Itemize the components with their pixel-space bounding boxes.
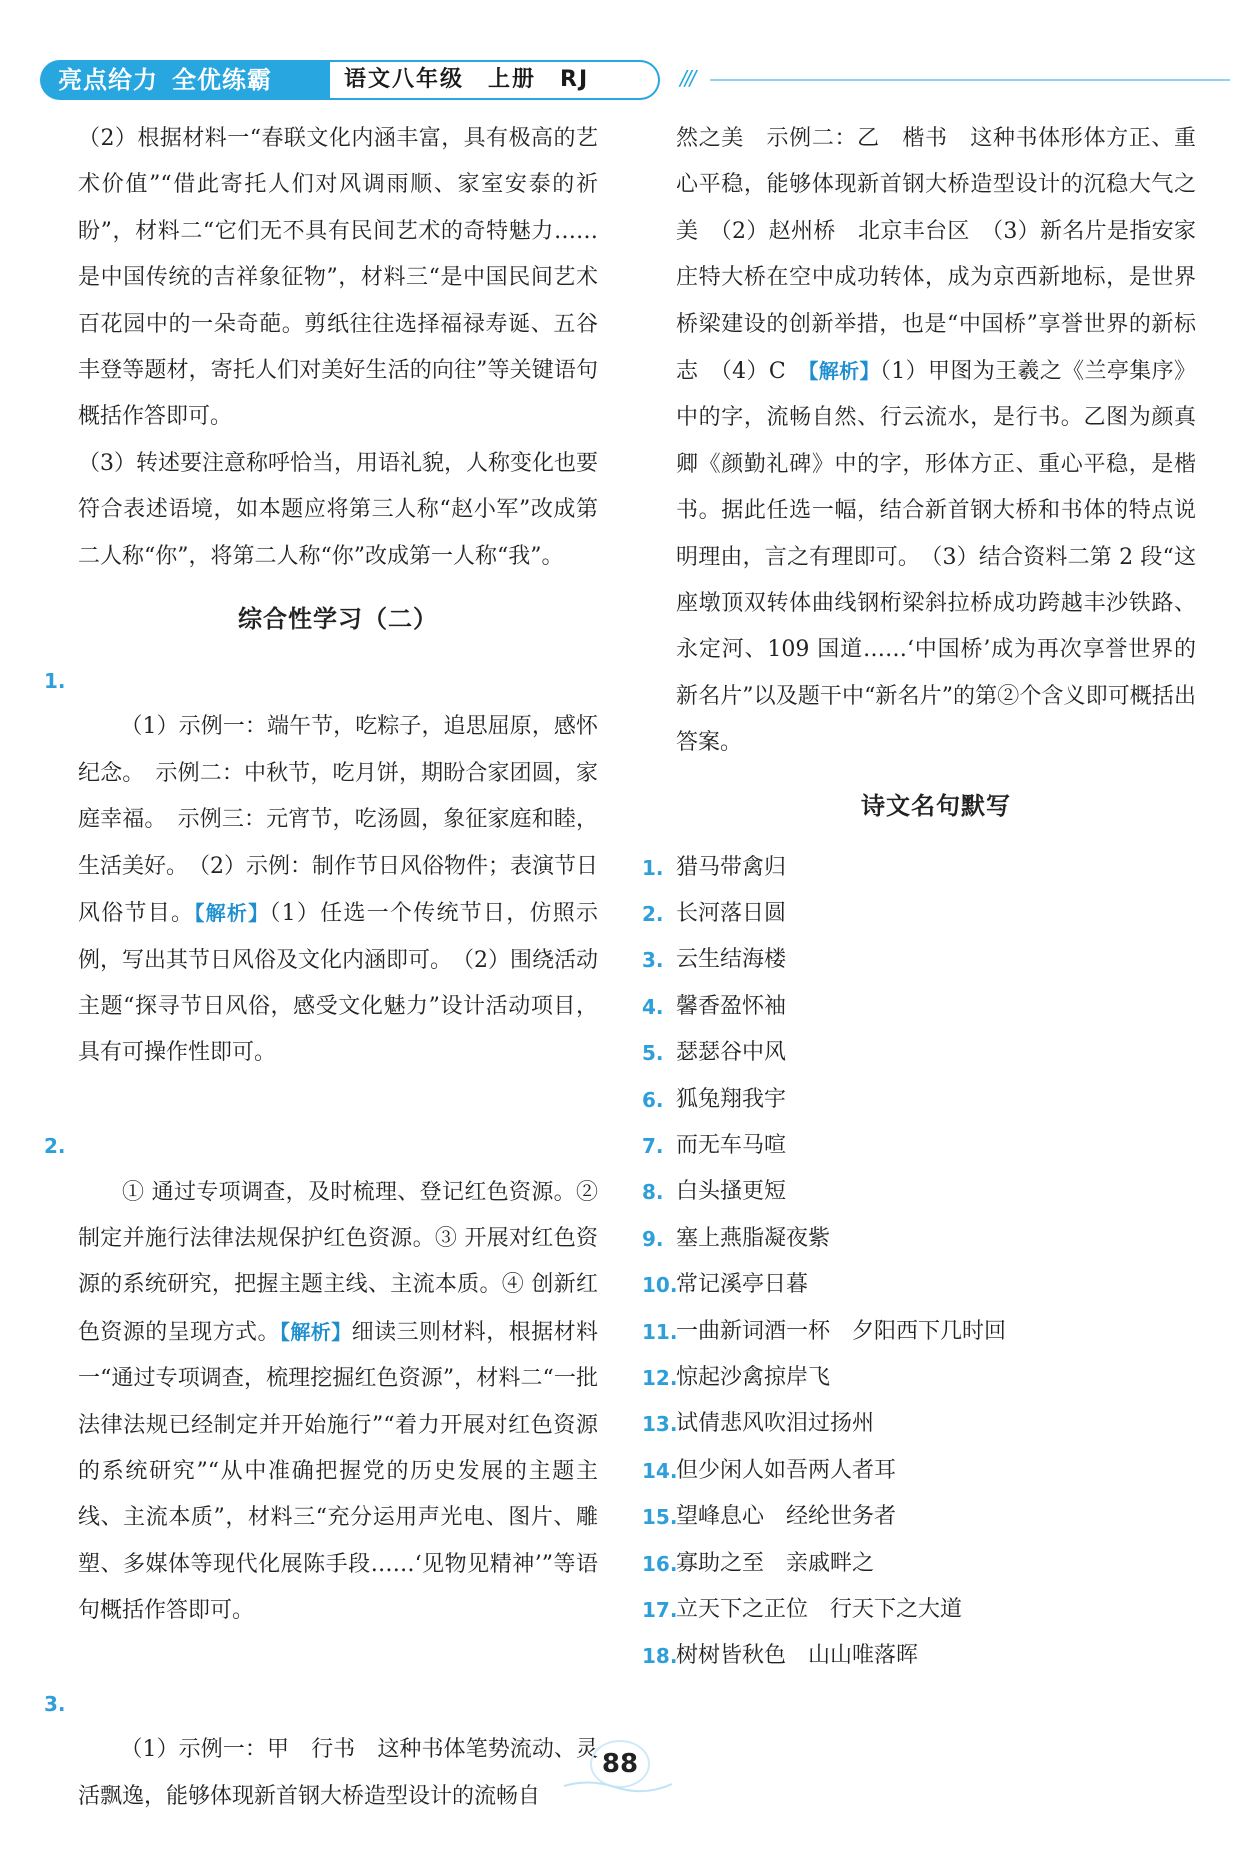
analysis-tag: 【解析】 — [279, 1319, 352, 1344]
section-title: 诗文名句默写 — [861, 791, 1011, 820]
item-number: 1. — [44, 669, 66, 694]
poem-item — [642, 1401, 1196, 1447]
item-number: 17. — [642, 1597, 678, 1622]
analysis-tag: 【解析】 — [808, 359, 880, 384]
poem-line: 树树皆秋色 山山唯落晖 — [676, 1643, 919, 1669]
item-number: 8. — [642, 1180, 664, 1205]
answer-text: （1）示例一：端午节，吃粽子，追思屈原，感怀纪念。 示例二：中秋节，吃月饼，期盼合家团圆，家庭幸福。 示例三：元宵节，吃汤圆，象征家庭和睦，生活美好。 （2）示例：制作节日风俗物件；表演节日风俗节目。 — [78, 714, 599, 927]
item-number: 12. — [642, 1365, 678, 1390]
item-number: 16. — [642, 1551, 678, 1576]
poem-line: 望峰息心 经纶世务者 — [676, 1504, 897, 1530]
answer-item — [44, 1123, 605, 1681]
poem-item — [642, 1494, 1196, 1540]
brand-right: 全优练霸 — [172, 66, 272, 94]
answer-item — [44, 658, 599, 1123]
brand-left: 亮点给力 — [58, 66, 158, 94]
poem-line: 狐兔翔我宇 — [676, 1086, 787, 1112]
item-number: 3. — [642, 948, 664, 973]
left-column — [44, 116, 605, 1867]
item-number: 1. — [642, 855, 664, 880]
poem-line: 一曲新词酒一杯 夕阳西下几时回 — [676, 1318, 1007, 1344]
poem-item — [642, 1262, 1196, 1308]
page-number-ornament-icon — [560, 1776, 676, 1796]
poem-item — [642, 891, 1196, 937]
item-number: 6. — [642, 1087, 664, 1112]
page-header — [40, 60, 1210, 100]
item-number: 13. — [642, 1412, 678, 1437]
item-number: 10. — [642, 1273, 678, 1298]
poem-item — [642, 1587, 1196, 1633]
poem-line: 试倩悲风吹泪过扬州 — [676, 1411, 875, 1437]
poem-item — [642, 1216, 1196, 1262]
poem-item — [642, 1169, 1196, 1215]
header-slash-icon: /// — [680, 66, 695, 90]
item-number: 15. — [642, 1505, 678, 1530]
poem-list — [642, 845, 1196, 1680]
poem-line: 长河落日圆 — [676, 901, 787, 927]
poem-line: 馨香盈怀袖 — [676, 993, 787, 1019]
poem-line: 瑟瑟谷中风 — [676, 1040, 787, 1066]
item-number: 9. — [642, 1226, 664, 1251]
poem-line: 寡助之至 亲戚畔之 — [676, 1550, 875, 1576]
poem-line: 但少闲人如吾两人者耳 — [676, 1457, 897, 1483]
poem-item — [642, 1123, 1196, 1169]
intro-paragraph: （3）转述要注意称呼恰当，用语礼貌，人称变化也要符合表述语境，如本题应将第三人称“赵小军”改成第二人称“你”，将第二人称“你”改成第一人称“我”。 — [78, 450, 598, 569]
poem-line: 云生结海楼 — [676, 947, 787, 973]
poem-line: 塞上燕脂凝夜紫 — [676, 1225, 831, 1251]
poem-item — [642, 1355, 1196, 1401]
poem-item — [642, 1309, 1196, 1355]
item-number: 2. — [642, 902, 664, 927]
item-number: 2. — [44, 1134, 66, 1159]
poem-line: 猎马带禽归 — [676, 854, 787, 880]
page-number: 88 — [590, 1740, 650, 1788]
analysis-tag: 【解析】 — [194, 901, 270, 926]
section-title: 综合性学习（二） — [238, 605, 438, 634]
poem-item — [642, 1030, 1196, 1076]
poem-line: 而无车马喧 — [676, 1133, 787, 1159]
brand-banner — [40, 60, 330, 100]
item-number: 11. — [642, 1319, 678, 1344]
answer-text: ① 通过专项调查，及时梳理、登记红色资源。② 制定并施行法律法规保护红色资源。③ 开展对红色资源的系统研究，把握主题主线、主流本质。④ 创新红色资源的呈现方式。 — [78, 1179, 605, 1345]
right-column — [642, 116, 1197, 1680]
item-number: 18. — [642, 1644, 678, 1669]
item-number: 4. — [642, 994, 664, 1019]
poem-item — [642, 1541, 1196, 1587]
answer-continuation — [676, 116, 1196, 767]
item-number: 3. — [44, 1692, 66, 1716]
volume-label: 上册 — [488, 67, 537, 92]
answer-item — [44, 1681, 599, 1867]
poem-line: 立天下之正位 行天下之大道 — [676, 1596, 963, 1622]
poem-line: 惊起沙禽掠岸飞 — [676, 1364, 831, 1390]
item-number: 14. — [642, 1458, 678, 1483]
poem-item — [642, 1448, 1196, 1494]
book-info — [330, 60, 660, 100]
analysis-text: （1）甲图为王羲之《兰亭集序》中的字，流畅自然、行云流水，是行书。乙图为颜真卿《颜勤礼碑》中的字，形体方正、重心平稳，是楷书。据此任选一幅，结合新首钢大桥和书体的特点说明理由，言之有理即可。 （3）结合资料二第 2 段“这座墩顶双转体曲线钢桁梁斜拉桥成功跨越丰沙铁路、永定河、109 国道……‘中国桥’成为再次享誉世界的新名片”以及题干中“新名片”的第②个含义即可概括出答案。 — [676, 359, 1197, 756]
answer-text: （1）示例一：甲 行书 这种书体笔势流动、灵活飘逸，能够体现新首钢大桥造型设计的流畅自 — [78, 1737, 599, 1809]
subject-label: 语文八年级 — [344, 67, 465, 92]
poem-item — [642, 984, 1196, 1030]
poem-line: 常记溪亭日暮 — [676, 1272, 809, 1298]
poem-item — [642, 1633, 1196, 1679]
analysis-text: （1）任选一个传统节日，仿照示例，写出其节日风俗及文化内涵即可。 （2）围绕活动主题“探寻节日风俗，感受文化魅力”设计活动项目，具有可操作性即可。 — [78, 901, 599, 1066]
analysis-text: 细读三则材料，根据材料一“通过专项调查，梳理挖掘红色资源”，材料二“一批法律法规已经制定并开始施行”“着力开展对红色资源的系统研究”“从中准确把握党的历史发展的主题主线、主流本质”，材料三“充分运用声光电、图片、雕塑、多媒体等现代化展陈手段……‘见物见精神’”等语句概括作答即可。 — [78, 1319, 598, 1624]
poem-line: 白头搔更短 — [676, 1179, 787, 1205]
poem-item — [642, 937, 1196, 983]
intro-paragraph: （2）根据材料一“春联文化内涵丰富，具有极高的艺术价值”“借此寄托人们对风调雨顺、家室安泰的祈盼”，材料二“它们无不具有民间艺术的奇特魅力……是中国传统的吉祥象征物”，材料三“是中国民间艺术百花园中的一朵奇葩。剪纸往往选择福禄寿诞、五谷丰登等题材，寄托人们对美好生活的向往”等关键语句概括作答即可。 — [78, 126, 598, 430]
poem-item — [642, 845, 1196, 891]
edition-label: RJ — [560, 67, 590, 92]
item-number: 5. — [642, 1041, 664, 1066]
item-number: 7. — [642, 1134, 664, 1159]
continuation-text: 然之美 示例二：乙 楷书 这种书体形体方正、重心平稳，能够体现新首钢大桥造型设计的沉稳大气之美 （2）赵州桥 北京丰台区 （3）新名片是指安家庄特大桥在空中成功转体，成为京西新地标，是世界桥梁建设的创新举措，也是“中国桥”享誉世界的新标志 （4）C — [676, 126, 1196, 385]
poem-item — [642, 1077, 1196, 1123]
header-divider — [710, 79, 1230, 81]
